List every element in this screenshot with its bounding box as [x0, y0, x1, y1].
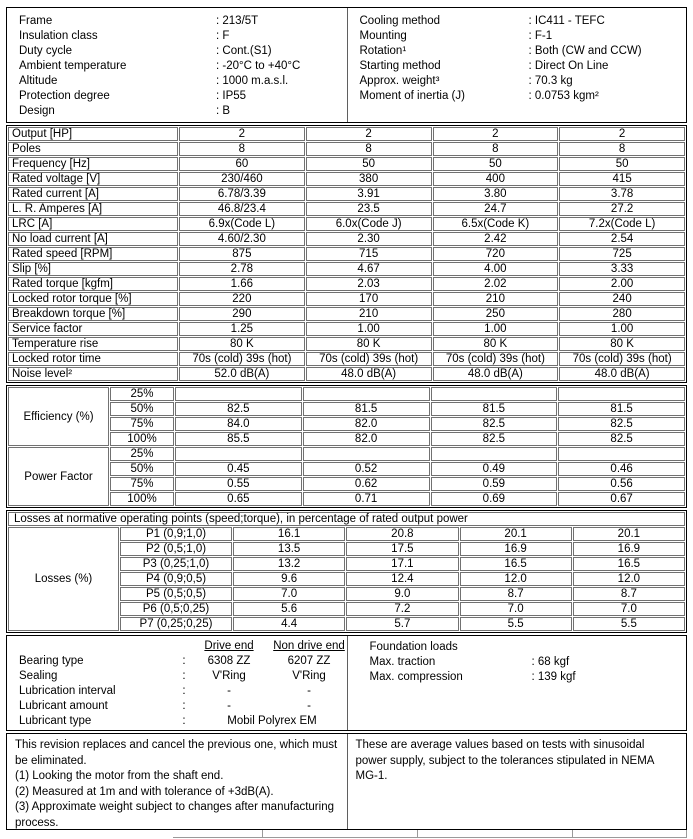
spec-value: 220	[179, 292, 305, 306]
spec-row-label: Service factor	[8, 322, 178, 336]
colon: :	[182, 655, 186, 667]
loss-value: 9.6	[233, 572, 345, 586]
perf-value: 81.5	[303, 402, 430, 416]
bearing-nde-value: -	[307, 685, 311, 697]
loss-value: 16.1	[233, 527, 345, 541]
spec-row-label: LRC [A]	[8, 217, 178, 231]
spec-row	[8, 127, 685, 141]
spec-row-label: L. R. Amperes [A]	[8, 202, 178, 216]
bearing-row	[19, 669, 347, 684]
loss-value: 5.7	[346, 617, 458, 631]
info-value: : 1000 m.a.s.l.	[216, 75, 289, 87]
perf-value: 82.5	[558, 417, 685, 431]
spec-value: 8	[433, 142, 559, 156]
perf-value	[303, 447, 430, 461]
perf-row	[8, 447, 685, 461]
info-row	[360, 14, 683, 29]
performance-table	[6, 385, 687, 508]
loss-point: P2 (0,5;1,0)	[120, 542, 232, 556]
spec-value: 210	[306, 307, 432, 321]
loss-value: 8.7	[573, 587, 685, 601]
spec-value: 80 K	[179, 337, 305, 351]
bearing-de-value: -	[227, 700, 231, 712]
loss-point: P7 (0,25;0,25)	[120, 617, 232, 631]
spec-value: 8	[179, 142, 305, 156]
perf-value: 0.67	[558, 492, 685, 506]
perf-group-label: Efficiency (%)	[8, 387, 109, 446]
perf-group-label: Power Factor	[8, 447, 109, 506]
spec-value: 875	[179, 247, 305, 261]
spec-value: 8	[306, 142, 432, 156]
colon: :	[182, 700, 186, 712]
perf-value	[558, 387, 685, 401]
perf-row	[8, 477, 685, 491]
spec-row-label: No load current [A]	[8, 232, 178, 246]
load-percent: 25%	[110, 447, 174, 461]
spec-row	[8, 217, 685, 231]
perf-value: 81.5	[558, 402, 685, 416]
spec-value: 715	[306, 247, 432, 261]
loss-value: 17.1	[346, 557, 458, 571]
spec-row-label: Output [HP]	[8, 127, 178, 141]
bearing-row	[19, 714, 347, 729]
fragment-divider	[417, 830, 418, 837]
info-value: : Both (CW and CCW)	[528, 45, 642, 57]
spec-value: 2	[433, 127, 559, 141]
perf-row	[8, 387, 685, 401]
info-label: Altitude	[19, 75, 58, 87]
spec-value: 380	[306, 172, 432, 186]
fragment-divider	[572, 830, 573, 837]
loss-value: 13.5	[233, 542, 345, 556]
losses-table	[6, 510, 687, 633]
bearing-de-value: 6308 ZZ	[207, 655, 251, 667]
info-row	[19, 29, 343, 44]
perf-row	[8, 417, 685, 431]
info-row	[19, 59, 343, 74]
cutoff-table-fragment	[6, 830, 687, 839]
spec-value: 3.78	[559, 187, 685, 201]
info-label: Ambient temperature	[19, 60, 127, 72]
perf-value	[175, 387, 302, 401]
bearing-row-label: Lubricant amount	[19, 700, 108, 712]
bearing-nde-value: -	[307, 700, 311, 712]
bearing-end-header-text: Drive end	[204, 640, 254, 652]
info-value: : Cont.(S1)	[216, 45, 272, 57]
perf-value: 0.45	[175, 462, 302, 476]
spec-value: 1.66	[179, 277, 305, 291]
info-value: : B	[216, 105, 231, 117]
load-percent: 75%	[110, 477, 174, 491]
spec-value: 3.91	[306, 187, 432, 201]
perf-value: 82.5	[558, 432, 685, 446]
perf-value: 0.56	[558, 477, 685, 491]
spec-row	[8, 337, 685, 351]
info-label: Rotation¹	[359, 45, 407, 57]
loss-value: 16.5	[460, 557, 572, 571]
spec-value: 280	[559, 307, 685, 321]
spec-value: 230/460	[179, 172, 305, 186]
spec-row	[8, 307, 685, 321]
spec-value: 6.9x(Code L)	[179, 217, 305, 231]
spec-value: 170	[306, 292, 432, 306]
loss-value: 7.0	[233, 587, 345, 601]
info-value: : 213/5T	[216, 15, 259, 27]
info-row	[19, 44, 343, 59]
spec-value: 70s (cold) 39s (hot)	[306, 352, 432, 366]
perf-value: 0.55	[175, 477, 302, 491]
note-line: (3) Approximate weight subject to changes after manufacturing process.	[15, 801, 334, 829]
spec-row-label: Temperature rise	[8, 337, 178, 351]
perf-value: 82.5	[175, 402, 302, 416]
spec-value: 210	[433, 292, 559, 306]
info-label: Moment of inertia (J)	[359, 90, 465, 102]
spec-value: 720	[433, 247, 559, 261]
info-row	[19, 14, 343, 29]
load-percent: 100%	[110, 492, 174, 506]
spec-row	[8, 367, 685, 381]
losses-title-row	[8, 512, 685, 526]
loss-value: 12.0	[573, 572, 685, 586]
spec-value: 415	[559, 172, 685, 186]
spec-value: 50	[306, 157, 432, 171]
spec-value: 48.0 dB(A)	[306, 367, 432, 381]
spec-value: 70s (cold) 39s (hot)	[559, 352, 685, 366]
bearing-end-header-text: Non drive end	[273, 640, 345, 652]
loss-point: P4 (0,9;0,5)	[120, 572, 232, 586]
spec-row-label: Noise level²	[8, 367, 178, 381]
loss-value: 12.4	[346, 572, 458, 586]
bearing-table	[19, 639, 347, 729]
loss-value: 9.0	[346, 587, 458, 601]
perf-value: 85.5	[175, 432, 302, 446]
loss-point: P6 (0,5;0,25)	[120, 602, 232, 616]
info-right-column	[347, 8, 687, 122]
loss-value: 16.9	[573, 542, 685, 556]
loss-value: 12.0	[460, 572, 572, 586]
spec-value: 8	[559, 142, 685, 156]
spec-row	[8, 352, 685, 366]
load-percent: 50%	[110, 402, 174, 416]
loss-value: 5.5	[573, 617, 685, 631]
bearing-de-value: V'Ring	[212, 670, 246, 682]
info-value: : Direct On Line	[528, 60, 609, 72]
note-line: (2) Measured at 1m and with tolerance of +3dB(A).	[15, 785, 274, 798]
fragment-line	[173, 837, 687, 838]
foundation-label: Max. compression	[369, 671, 463, 683]
foundation-row	[360, 655, 685, 670]
spec-value: 4.60/2.30	[179, 232, 305, 246]
spec-table	[6, 125, 687, 383]
perf-value: 81.5	[431, 402, 558, 416]
spec-row-label: Rated voltage [V]	[8, 172, 178, 186]
spec-value: 2.30	[306, 232, 432, 246]
info-value: : 70.3 kg	[528, 75, 573, 87]
bearing-end-header	[192, 639, 266, 654]
colon: :	[182, 670, 186, 682]
losses-row	[8, 527, 685, 541]
spec-row-label: Slip [%]	[8, 262, 178, 276]
spec-value: 60	[179, 157, 305, 171]
spec-value: 46.8/23.4	[179, 202, 305, 216]
spec-value: 290	[179, 307, 305, 321]
perf-value: 0.49	[431, 462, 558, 476]
spec-value: 80 K	[559, 337, 685, 351]
load-percent: 100%	[110, 432, 174, 446]
spec-value: 400	[433, 172, 559, 186]
info-row	[360, 44, 683, 59]
colon: :	[182, 715, 186, 727]
loss-value: 4.4	[233, 617, 345, 631]
spec-row	[8, 232, 685, 246]
spec-value: 6.5x(Code K)	[433, 217, 559, 231]
spec-value: 2.02	[433, 277, 559, 291]
foundation-row	[360, 670, 685, 685]
info-label: Approx. weight³	[359, 75, 440, 87]
loss-value: 16.5	[573, 557, 685, 571]
spec-value: 1.00	[306, 322, 432, 336]
bearing-header-row	[19, 639, 347, 654]
perf-value: 0.62	[303, 477, 430, 491]
info-row	[19, 104, 343, 119]
spec-row	[8, 142, 685, 156]
bearing-end-header	[266, 639, 347, 654]
spec-row-label: Locked rotor torque [%]	[8, 292, 178, 306]
bearing-row-label: Bearing type	[19, 655, 84, 667]
spec-value: 6.0x(Code J)	[306, 217, 432, 231]
loss-value: 7.0	[460, 602, 572, 616]
spec-value: 725	[559, 247, 685, 261]
perf-value: 82.0	[303, 417, 430, 431]
loss-value: 8.7	[460, 587, 572, 601]
loss-value: 20.1	[573, 527, 685, 541]
perf-value: 82.0	[303, 432, 430, 446]
spec-row-label: Breakdown torque [%]	[8, 307, 178, 321]
spec-value: 250	[433, 307, 559, 321]
load-percent: 75%	[110, 417, 174, 431]
foundation-title: Foundation loads	[369, 641, 458, 653]
notes-box	[6, 733, 687, 830]
perf-row	[8, 492, 685, 506]
bearing-row	[19, 684, 347, 699]
load-percent: 50%	[110, 462, 174, 476]
loss-point: P1 (0,9;1,0)	[120, 527, 232, 541]
info-label: Design	[19, 105, 55, 117]
spec-value: 2	[559, 127, 685, 141]
perf-value: 0.46	[558, 462, 685, 476]
spec-value: 2.00	[559, 277, 685, 291]
info-row	[360, 29, 683, 44]
spec-row-label: Rated current [A]	[8, 187, 178, 201]
perf-value	[431, 447, 558, 461]
foundation-value: : 68 kgf	[531, 656, 570, 668]
bearing-nde-value: 6207 ZZ	[287, 655, 331, 667]
spec-value: 4.67	[306, 262, 432, 276]
spec-value: 52.0 dB(A)	[179, 367, 305, 381]
perf-value	[558, 447, 685, 461]
bearing-row-label: Lubrication interval	[19, 685, 116, 697]
info-row	[19, 89, 343, 104]
bearing-row-label: Sealing	[19, 670, 58, 682]
perf-value: 0.71	[303, 492, 430, 506]
spec-row	[8, 292, 685, 306]
info-value: : F	[216, 30, 230, 42]
info-row	[19, 74, 343, 89]
spec-value: 3.33	[559, 262, 685, 276]
spec-row-label: Rated torque [kgfm]	[8, 277, 178, 291]
loss-point: P3 (0,25;1,0)	[120, 557, 232, 571]
loss-value: 16.9	[460, 542, 572, 556]
spec-value: 48.0 dB(A)	[559, 367, 685, 381]
spec-value: 2.78	[179, 262, 305, 276]
note-line: (1) Looking the motor from the shaft end.	[15, 770, 224, 782]
loss-value: 7.2	[346, 602, 458, 616]
spec-row	[8, 247, 685, 261]
spec-value: 70s (cold) 39s (hot)	[179, 352, 305, 366]
spec-value: 1.00	[559, 322, 685, 336]
perf-value: 82.5	[431, 432, 558, 446]
spec-row	[8, 322, 685, 336]
info-row	[360, 59, 683, 74]
spec-value: 24.7	[433, 202, 559, 216]
spec-row	[8, 172, 685, 186]
loss-value: 7.0	[573, 602, 685, 616]
spec-value: 2.03	[306, 277, 432, 291]
spec-value: 240	[559, 292, 685, 306]
foundation-section	[347, 636, 687, 730]
spec-value: 48.0 dB(A)	[433, 367, 559, 381]
colon: :	[182, 685, 186, 697]
bearing-foundation-box	[6, 635, 687, 731]
perf-value	[303, 387, 430, 401]
spec-row	[8, 202, 685, 216]
spec-value: 80 K	[306, 337, 432, 351]
perf-value: 0.69	[431, 492, 558, 506]
fragment-divider	[262, 830, 263, 837]
spec-row-label: Rated speed [RPM]	[8, 247, 178, 261]
spec-value: 3.80	[433, 187, 559, 201]
bearing-nde-value: V'Ring	[292, 670, 326, 682]
general-info-box	[6, 7, 687, 123]
perf-row	[8, 402, 685, 416]
spec-row	[8, 157, 685, 171]
info-left-column	[7, 8, 347, 122]
info-label: Mounting	[359, 30, 407, 42]
perf-value: 0.52	[303, 462, 430, 476]
info-label: Cooling method	[359, 15, 441, 27]
bearing-row-label: Lubricant type	[19, 715, 92, 727]
spec-value: 50	[559, 157, 685, 171]
spec-value: 6.78/3.39	[179, 187, 305, 201]
spec-value: 2	[306, 127, 432, 141]
loss-point: P5 (0,5;0,5)	[120, 587, 232, 601]
note-line: This revision replaces and cancel the previous one, which must be eliminated.	[15, 739, 338, 767]
info-label: Insulation class	[19, 30, 98, 42]
loss-value: 5.5	[460, 617, 572, 631]
tolerance-note	[347, 734, 687, 829]
perf-value	[431, 387, 558, 401]
info-row	[360, 74, 683, 89]
loss-value: 13.2	[233, 557, 345, 571]
spec-row-label: Poles	[8, 142, 178, 156]
perf-value: 0.65	[175, 492, 302, 506]
load-percent: 25%	[110, 387, 174, 401]
bearing-row	[19, 654, 347, 669]
perf-value: 84.0	[175, 417, 302, 431]
spec-value: 4.00	[433, 262, 559, 276]
info-row	[360, 89, 683, 104]
losses-group-label: Losses (%)	[8, 527, 119, 631]
perf-row	[8, 462, 685, 476]
foundation-value: : 139 kgf	[531, 671, 576, 683]
perf-value: 0.59	[431, 477, 558, 491]
info-label: Starting method	[359, 60, 441, 72]
spec-value: 1.00	[433, 322, 559, 336]
loss-value: 20.8	[346, 527, 458, 541]
info-label: Duty cycle	[19, 45, 73, 57]
info-label: Protection degree	[19, 90, 110, 102]
spec-row-label: Frequency [Hz]	[8, 157, 178, 171]
spec-value: 2	[179, 127, 305, 141]
loss-value: 5.6	[233, 602, 345, 616]
spec-value: 2.42	[433, 232, 559, 246]
perf-value	[175, 447, 302, 461]
loss-value: 20.1	[460, 527, 572, 541]
spec-row	[8, 262, 685, 276]
perf-value: 82.5	[431, 417, 558, 431]
revision-notes	[7, 734, 347, 829]
spec-row	[8, 277, 685, 291]
info-value: : 0.0753 kgm²	[528, 90, 599, 102]
spec-row-label: Locked rotor time	[8, 352, 178, 366]
bearing-section	[7, 636, 347, 730]
info-value: : IP55	[216, 90, 247, 102]
foundation-rows	[360, 655, 685, 685]
spec-value: 27.2	[559, 202, 685, 216]
perf-row	[8, 432, 685, 446]
tolerance-note-text: These are average values based on tests with sinusoidal power supply, subject to the tolerances stipulated in NEMA MG-1.	[355, 739, 654, 782]
bearing-de-value: -	[227, 685, 231, 697]
spec-value: 23.5	[306, 202, 432, 216]
info-value: : IC411 - TEFC	[528, 15, 605, 27]
info-value: : -20°C to +40°C	[216, 60, 301, 72]
spec-value: 1.25	[179, 322, 305, 336]
foundation-label: Max. traction	[369, 656, 436, 668]
bearing-row	[19, 699, 347, 714]
spec-value: 7.2x(Code L)	[559, 217, 685, 231]
bearing-span-value: Mobil Polyrex EM	[227, 715, 317, 727]
spec-value: 2.54	[559, 232, 685, 246]
info-value: : F-1	[528, 30, 553, 42]
spec-value: 50	[433, 157, 559, 171]
fragment-divider	[686, 830, 687, 837]
spec-value: 80 K	[433, 337, 559, 351]
info-label: Frame	[19, 15, 53, 27]
spec-value: 70s (cold) 39s (hot)	[433, 352, 559, 366]
losses-title: Losses at normative operating points (speed;torque), in percentage of rated output power	[8, 512, 685, 526]
spec-row	[8, 187, 685, 201]
loss-value: 17.5	[346, 542, 458, 556]
